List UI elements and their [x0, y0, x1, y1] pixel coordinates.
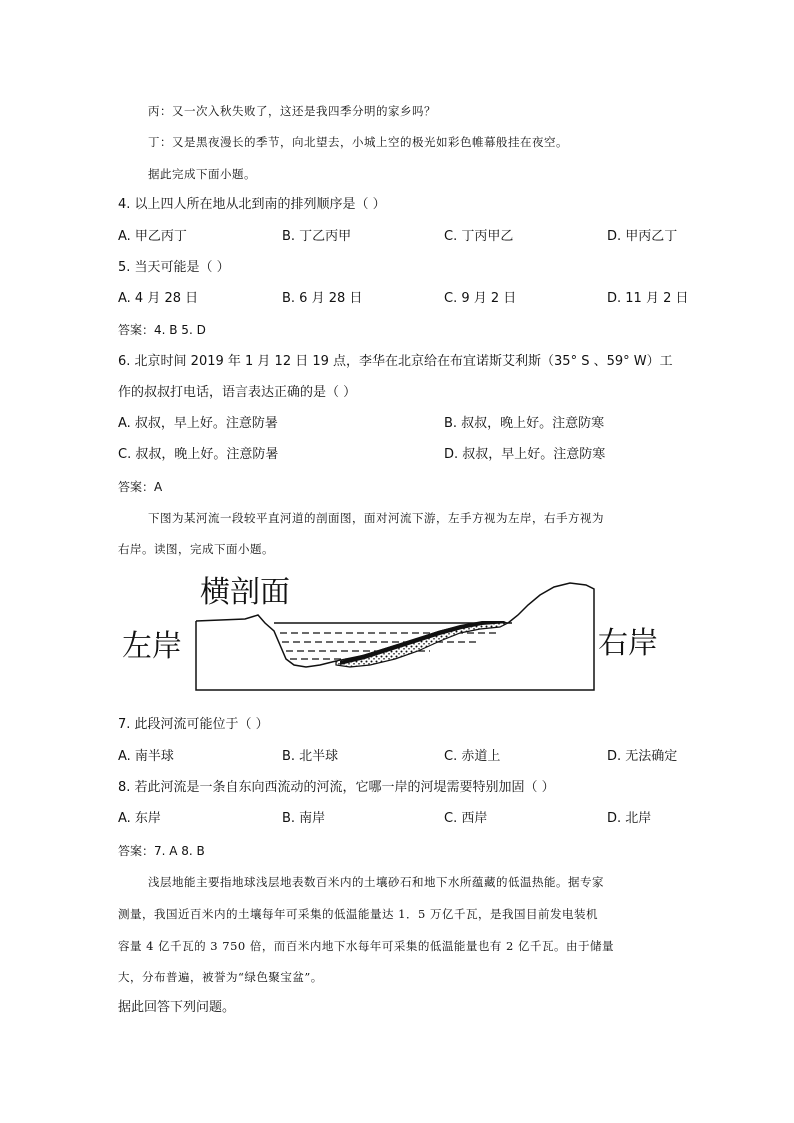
passage-line-bing: 丙：又一次入秋失败了，这还是我四季分明的家乡吗？ [148, 104, 436, 118]
question-4-option-a: A. 甲乙丙丁 [118, 229, 187, 244]
question-6-stem-line1: 6. 北京时间 2019 年 1 月 12 日 19 点，李华在北京给在布宜诺斯艾利斯（35° S 、59° W）工 [118, 354, 673, 369]
question-6-option-a: A. 叔叔，早上好。注意防暑 [118, 416, 278, 431]
question-5-stem: 5. 当天可能是（ ） [118, 260, 230, 275]
answer-7-8: 答案：7. A 8. B [118, 844, 205, 858]
figure-title: 横剖面 [200, 575, 290, 610]
right-bank-terrain [508, 583, 594, 627]
geothermal-line1: 浅层地能主要指地球浅层地表数百米内的土壤砂石和地下水所蕴藏的低温热能。据专家 [148, 875, 604, 889]
question-8-option-a: A. 东岸 [118, 811, 161, 826]
question-8-option-c: C. 西岸 [444, 811, 488, 826]
question-7-stem: 7. 此段河流可能位于（ ） [118, 717, 269, 732]
question-5-option-d: D. 11 月 2 日 [607, 291, 689, 306]
question-8-stem: 8. 若此河流是一条自东向西流动的河流，它哪一岸的河堤需要特别加固（ ） [118, 780, 555, 795]
geothermal-line3: 容量 4 亿千瓦的 3 750 倍，而百米内地下水每年可采集的低温能量也有 2 亿千瓦。由于储量 [118, 939, 614, 953]
answer-6: 答案：A [118, 480, 163, 494]
geothermal-line4: 大，分布普遍，被誉为“绿色聚宝盆”。 [118, 970, 323, 984]
question-7-option-c: C. 赤道上 [444, 749, 501, 764]
question-7-option-d: D. 无法确定 [607, 749, 678, 764]
question-8-option-d: D. 北岸 [607, 811, 652, 826]
figure-intro-line2: 右岸。读图，完成下面小题。 [118, 542, 274, 556]
question-4-option-d: D. 甲丙乙丁 [607, 229, 678, 244]
question-4-option-c: C. 丁丙甲乙 [444, 229, 514, 244]
right-bank-label: 右岸 [598, 626, 658, 661]
river-cross-section-diagram [190, 575, 600, 695]
question-7-option-a: A. 南半球 [118, 749, 174, 764]
question-5-option-c: C. 9 月 2 日 [444, 291, 517, 306]
question-7-option-b: B. 北半球 [282, 749, 339, 764]
geothermal-instruction: 据此回答下列问题。 [118, 1000, 236, 1015]
question-5-option-b: B. 6 月 28 日 [282, 291, 363, 306]
left-bank-label: 左岸 [122, 629, 182, 664]
passage-instruction: 据此完成下面小题。 [148, 167, 256, 181]
sediment-deposit [336, 622, 508, 667]
geothermal-line2: 测量，我国近百米内的土壤每年可采集的低温能量达 1．5 万亿千瓦，是我国目前发电装机 [118, 907, 598, 921]
passage-line-ding: 丁：又是黑夜漫长的季节，向北望去，小城上空的极光如彩色帷幕般挂在夜空。 [148, 135, 568, 149]
question-6-option-c: C. 叔叔，晚上好。注意防暑 [118, 447, 279, 462]
question-6-stem-line2: 作的叔叔打电话，语言表达正确的是（ ） [118, 385, 357, 400]
question-8-option-b: B. 南岸 [282, 811, 326, 826]
answer-4-5: 答案：4. B 5. D [118, 323, 206, 337]
question-6-option-b: B. 叔叔，晚上好。注意防寒 [444, 416, 605, 431]
question-4-option-b: B. 丁乙丙甲 [282, 229, 352, 244]
question-4-stem: 4. 以上四人所在地从北到南的排列顺序是（ ） [118, 197, 386, 212]
question-6-option-d: D. 叔叔，早上好。注意防寒 [444, 447, 606, 462]
question-5-option-a: A. 4 月 28 日 [118, 291, 199, 306]
figure-intro-line1: 下图为某河流一段较平直河道的剖面图，面对河流下游，左手方视为左岸，右手方视为 [148, 511, 604, 525]
